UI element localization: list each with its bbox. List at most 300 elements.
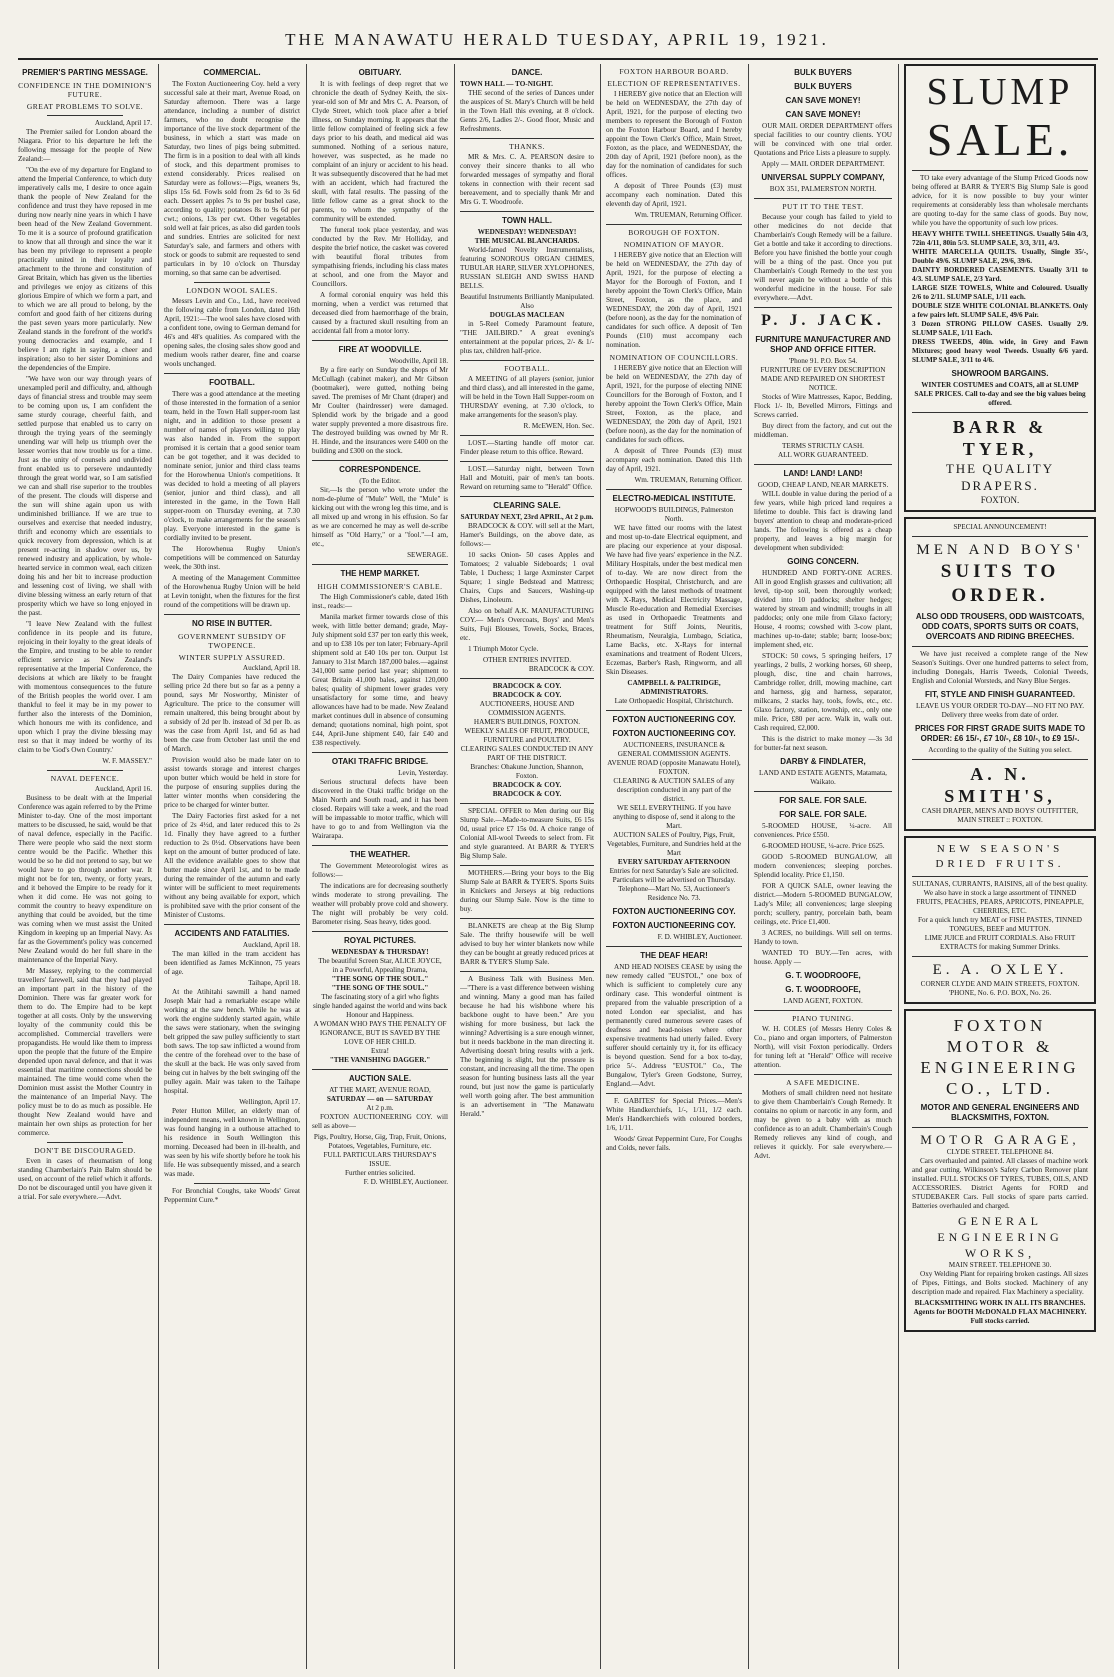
- ad-title: SALE.: [926, 114, 1074, 165]
- paragraph: The Foxton Auctioneering Coy. held a very successful sale at their mart, Avenue Road, on Saturday afternoon. There was a large attendance, including a number of district farmers, who no doubt recognise the importance of the live stock department of the business, in which a start was made on Saturday, two lines of pigs being submitted. The firm is in a position to deal with all kinds of stock, and this department promises to extend considerably. Prices realised on Saturday were as follows:—Pigs, weaners 9s, slips 15s 6d. Fowls sold from 2s 6d to 3s 6d each. Dessert apples 7s to 9s per bushel case, according to quality; potatoes 8s to 9s 6d per cwt.; onions, 13s per cwt. Other vegetables sold well at fair prices, as also did garden tools and sundries. Entries are solicited for next Saturday's sale, and farmers and others with stock or goods to submit are requested to send particulars in by 10 o'clock on Thursday morning, so that same can be advertised.: [164, 80, 300, 277]
- divider: [164, 924, 300, 925]
- column-2: [164, 64, 300, 1664]
- paragraph: GOOD 5-ROOMED BUNGALOW, all modern conveniences; sleeping porches. Splendid locality. Price £1,150.: [754, 853, 892, 879]
- paragraph: The indications are for decreasing southerly winds moderate to strong prevailing. The weather will probably prove cold and showery. The night will probably be very cold. Barometer rising. Seas heavy, tides good.: [312, 882, 448, 926]
- ad-line: THE MUSICAL BLANCHARDS.: [474, 237, 580, 245]
- ad-line: FOR SALE. FOR SALE.: [779, 810, 867, 819]
- ad-line: The fascinating story of a girl who fights single handed against the world and wins back Honour and Happiness.: [313, 993, 447, 1019]
- headline: TOWN HALL.: [501, 216, 553, 225]
- divider: [460, 803, 594, 804]
- ad-line: BRADCOCK & COY.: [492, 682, 562, 690]
- paragraph: The man killed in the tram accident has been identified as James McKinnon, 75 years of age.: [164, 950, 300, 976]
- headline: FOXTON HARBOUR BOARD.: [619, 67, 729, 76]
- column-divider: [898, 64, 899, 1669]
- divider: [606, 489, 742, 490]
- ad-line: PRICES FOR FIRST GRADE SUITS MADE TO ORDER: £6 15/-, £7 10/-, £8 10/-, to £9 15/-.: [914, 724, 1086, 743]
- ad-line: HAMER'S BUILDINGS, FOXTON.: [473, 718, 581, 726]
- ad-line: SATURDAY — on — SATURDAY: [326, 1095, 434, 1103]
- divider: [312, 752, 448, 753]
- ad-line: WEDNESDAY & THURSDAY!: [331, 948, 429, 956]
- ad-line: Telephone—Mart No. 53, Auctioneer's Residence No. 73.: [618, 885, 730, 902]
- paragraph: The Premier sailed for London aboard the Niagara. Prior to his departure he left the following message for the people of New Zealand:—: [18, 128, 152, 163]
- paragraph: TO take every advantage of the Slump Priced Goods now being offered at BARR & TYER'S Big Slump Sale is good advice, for it is now possible to buy your winter requirements at considerably less than wholesale merchants are quoting to-day for the same class of goods. Buy now, while you have the opportunity of such low prices.: [912, 174, 1088, 227]
- subheading: HOPWOOD'S BUILDINGS, Palmerston North.: [614, 506, 734, 523]
- headline: CORRESPONDENCE.: [339, 465, 421, 474]
- ad-line: BRADCOCK & COY.: [492, 691, 562, 699]
- headline: PIANO TUNING.: [792, 1014, 854, 1023]
- paragraph: I HEREBY give notice that an Election will be held on WEDNESDAY, the 27th day of April, 1921, for the purpose of electing NINE Councillors for the Borough of Foxton, and I hereby appoint the Town Clerk's Office, Main Street, Foxton, as the place, and WEDNESDAY, the 20th day of April, 1921 (before noon), as the day for the nomination of candidates for such offices.: [606, 364, 742, 444]
- ad-line: CLEARING & AUCTION SALES of any description conducted in any part of the district.: [613, 777, 735, 803]
- ad-title: P. J. JACK.: [761, 312, 885, 329]
- paragraph: 1 Triumph Motor Cycle.: [468, 645, 539, 653]
- subheading: CONFIDENCE IN THE DOMINION'S FUTURE.: [18, 81, 152, 99]
- divider: [164, 373, 300, 374]
- paragraph: MR & Mrs. C. A. PEARSON desire to convey their sincere thanks to all who forwarded messages of sympathy and floral tokens in connection with their recent sad bereavement, and to specially thank Mr and Mrs G. T. Woodroofe.: [460, 153, 594, 206]
- paragraph: Because your cough has failed to yield to other medicines do not decide that Chamberlain's Cough Remedy will be a failure. Get a bottle and take it according to directions. Before you have finished the bottle your cough will be a thing of the past. Once you put Chamberlain's Cough Remedy to the test you will never again be without a bottle of this wonderful medicine in the house. For sale everywhere.—Advt.: [754, 213, 892, 302]
- subheading: (To the Editor.: [359, 477, 401, 485]
- divider: [754, 307, 892, 308]
- ad-line: G. T. WOODROOFE,: [785, 971, 861, 980]
- ad-title: A. N. SMITH'S,: [944, 764, 1056, 806]
- paragraph: A deposit of Three Pounds (£3) must accompany each nomination. Dated this eleventh day of April, 1921.: [606, 182, 742, 208]
- divider: [754, 791, 892, 792]
- column-divider: [158, 64, 159, 1669]
- headline: NAVAL DEFENCE.: [50, 774, 120, 783]
- paragraph: Woods' Great Peppermint Cure, For Coughs and Colds, never fails.: [606, 1135, 742, 1152]
- column-divider: [748, 64, 749, 1669]
- headline: FOXTON AUCTIONEERING COY.: [612, 715, 736, 724]
- ad-line: A WOMAN WHO PAYS THE PENALTY OF IGNORANCE, BUT IS SAVED BY THE LOVE OF HER CHILD.: [313, 1020, 447, 1046]
- paragraph: AND HEAD NOISES CEASE by using the new remedy called "EUSTOL," one box of which is sufficient to completely cure any ordinary case. This wonderful ointment is prepared from the valuable prescription of a noted London ear specialist, and has permanently cured numerous severe cases of deafness and head-noises where other expensive treatments had utterly failed. Every sufferer should certainly try it, for its efficacy is beyond question. Send for a box to-day, price 5/-. Address "EUSTOL" Co., The Bungalow, Tyler's Green Godstone, Surrey, England.—Advt.: [606, 963, 742, 1088]
- dried-fruits-ad: [904, 836, 1096, 1004]
- ad-line: For a quick lunch try MEAT or FISH PASTES, TINNED TONGUES, BEEF and MUTTON.: [918, 916, 1082, 933]
- column-divider: [454, 64, 455, 1669]
- headline: DON'T BE DISCOURAGED.: [34, 1146, 136, 1155]
- divider: [606, 946, 742, 947]
- paragraph: Mothers of small children need not hesitate to give them Chamberlain's Cough Remedy. It contains no opium or narcotic in any form, and may be given to a baby with as much confidence as to an adult. Chamberlain's Cough Remedy relieves any kind of cough, and relieves it quickly. For sale everywhere.—Advt.: [754, 1089, 892, 1160]
- divider: [912, 876, 1088, 877]
- divider: [912, 536, 1088, 537]
- ad-line: SHOWROOM BARGAINS.: [951, 369, 1049, 378]
- paragraph: For Bronchial Coughs, take Woods' Great Peppermint Cure.*: [164, 1187, 300, 1204]
- divider: [460, 138, 594, 139]
- divider: [912, 170, 1088, 171]
- divider: [912, 759, 1088, 760]
- ad-line: 'Phone 91. P.O. Box 54.: [788, 357, 858, 365]
- headline: FOOTBALL.: [504, 364, 550, 373]
- ad-line: FULL PARTICULARS THURSDAY'S ISSUE.: [323, 1151, 437, 1168]
- ad-line: CLYDE STREET. TELEPHONE 84.: [946, 1148, 1054, 1156]
- ad-line: GOING CONCERN.: [787, 557, 859, 566]
- paragraph: WE have fitted our rooms with the latest and most up-to-date Electrical equipment, and are placing our experience at your disposal. We have had five years' experience in the N.Z. Military Hospitals, under the best medical men of to-day. We are now direct from the Orthopaedic Hospital, Christchurch, and are equipped with the latest methods of treatment with X-Rays, Medical Electricity Massage, Muscle Re-education and Remedial Exercises as used in Orthopaedic Treatments and treatment for Stiff Joints, Neuritis, Rheumatism, Neuralgia, Lumbago, Sciatica, Lame Backs, etc. X-Rays for internal examinations and treatment of Rodent Ulcers, Eczemas, Barber's Rash, Ringworm, and all Skin Diseases.: [606, 524, 742, 676]
- column-6: [754, 64, 892, 1664]
- dateline: Wellington, April 17.: [239, 1098, 300, 1106]
- paragraph: WANTED TO BUY.—Ten acres, with house. Apply —: [754, 949, 892, 966]
- ad-line: "THE VANISHING DAGGER.": [329, 1056, 431, 1064]
- ad-line: Branches: Ohakune Junction, Shannon, Foxton.: [470, 763, 584, 780]
- ad-line: DOUGLAS MACLEAN: [489, 311, 565, 319]
- headline: DANCE.: [511, 68, 543, 77]
- ad-line: 'PHONE, No. 6. P.O. BOX, No. 26.: [948, 989, 1052, 997]
- paragraph: A Business Talk with Business Men.—"There is a vast difference between wishing and winning. Many a good man has failed because he had his wishbone where his backbone ought to have been." Are you wishing for more business, but lack the winning? Advertising is a sure enough winner, but it needs backbone in the man directing it. Advertising doesn't bring results with a jerk. The beginning is slight, but the pressure is constant, and increasing all the time. The open season for hunting business lasts all the year round, but just now the game is particularly well worth going after. The best ammunition is an advertisement in "The Manawatu Herald.": [460, 975, 594, 1118]
- divider: [47, 115, 122, 116]
- divider: [47, 1142, 122, 1143]
- divider: [164, 614, 300, 615]
- ad-title: THE QUALITY DRAPERS.: [945, 461, 1055, 493]
- ad-title: GENERAL ENGINEERING WORKS,: [937, 1214, 1063, 1260]
- paragraph: The High Commissioner's cable, dated 16th inst., reads:—: [312, 593, 448, 610]
- headline: THE DEAF HEAR!: [640, 951, 708, 960]
- ad-line: BLACKSMITHING WORK IN ALL ITS BRANCHES. Agents for BOOTH McDONALD FLAX MACHINERY. Full stocks carried.: [913, 1299, 1087, 1325]
- paragraph: This is the district to make money —3s 3d for butter-fat next season.: [754, 735, 892, 752]
- divider: [47, 770, 122, 771]
- paragraph: in 5-Reel Comedy Paramount feature, "THE JAILBIRD." A great evening's entertainment at the popular prices, 2/- & 1/- plus tax, children half-price.: [460, 320, 594, 355]
- ad-line: F. D. WHIBLEY, Auctioneer.: [363, 1178, 448, 1186]
- ad-line: FOXTON AUCTIONEERING COY. will sell as above—: [312, 1113, 448, 1130]
- dateline: Levin, Yesterday.: [398, 769, 448, 777]
- headline: FIRE AT WOODVILLE.: [338, 345, 422, 354]
- headline: FOXTON AUCTIONEERING COY.: [612, 907, 736, 916]
- headline: NO RISE IN BUTTER.: [191, 619, 272, 628]
- column-3: [312, 64, 448, 1664]
- headline: FOOTBALL.: [209, 378, 255, 387]
- ad-line: SPECIAL ANNOUNCEMENT!: [953, 523, 1047, 531]
- ad-line: MAIN STREET. TELEPHONE 30.: [948, 1261, 1052, 1269]
- divider: [460, 461, 594, 462]
- paragraph: LOST.—Saturday night, between Town Hall and Motuiti, pair of men's tan boots. Reward on returning same to "Herald" Office.: [460, 465, 594, 491]
- ad-line: LAND AND ESTATE AGENTS, Matamata, Waikato.: [759, 769, 887, 786]
- paragraph: There was a good attendance at the meeting of those interested in the formation of a senior team, held in the Town Hall supper-room last night, and in addition to those present a number of names of players willing to play was also handed in. From the support promised it is certain that a good senior team can be got together, and it was decided to nominate senior, junior and third class teams for the Horowhenua Union's competitions. It was decided to hold a meeting of all players (senior, junior and third class), and all interested in the game, in the Town Hall supper-room on Thursday evening, at 7.30 o'clock, to make arrangements for the season's play. Everyone interested in the game is cordially invited to be present.: [164, 390, 300, 542]
- ad-line: OTHER ENTRIES INVITED.: [482, 656, 572, 664]
- ad-line: CLEARING SALES CONDUCTED IN ANY PART OF THE DISTRICT.: [460, 745, 594, 762]
- paragraph: OUR MAIL ORDER DEPARTMENT offers special facilities to our country clients. YOU will be convinced with one trial order. Quotations and Price Lists a pleasure to supply.: [754, 122, 892, 157]
- paragraph: World-famed Novelty Instrumentalists, featuring SONOROUS ORGAN CHIMES, TUBULAR HARP, SILVER XYLOPHONES, RUSSIAN SLEIGH AND SWISS HAND BELLS.: [460, 246, 594, 290]
- ad-title: MEN AND BOYS': [916, 542, 1084, 558]
- ad-title: MOTOR GARAGE,: [920, 1132, 1080, 1147]
- ad-line: ALSO ODD TROUSERS, ODD WAISTCOATS, ODD COATS, SPORTS SUITS OR COATS, OVERCOATS AND RIDING BREECHES.: [915, 612, 1085, 641]
- headline: ROYAL PICTURES.: [343, 936, 416, 945]
- divider: [754, 198, 892, 199]
- divider: [754, 464, 892, 465]
- divider: [460, 211, 594, 212]
- ad-line: CORNER CLYDE AND MAIN STREETS, FOXTON.: [920, 980, 1080, 988]
- ad-line: DRESS TWEEDS, 40in. wide, in Grey and Fawn Mixtures; good heavy wool Tweeds. Usually 6/6 yard. SLUMP SALE, 3/11 to 4/6.: [912, 338, 1088, 364]
- divider: [754, 1010, 892, 1011]
- paragraph: Sir,—Is the person who wrote under the nom-de-plume of "Mule" Well, the "Mule" is kicking out with the wrong leg this time, and is all mixed up and wrong in his effusion. So far as we are concerned he may as well de-scribe himself as "Old Harry," or a "fool."—I am, etc.,: [312, 486, 448, 548]
- headline: LONDON WOOL SALES.: [186, 286, 278, 295]
- signature: R. McEWEN, Hon. Sec.: [523, 422, 594, 430]
- ad-line: HEAVY WHITE TWILL SHEETINGS. Usually 54in 4/3, 72in 4/11, 80in 5/3. SLUMP SALE, 3/3, 3/11, 4/3.: [912, 230, 1088, 247]
- ad-line: BRADCOCK & COY.: [528, 665, 594, 673]
- ad-line: Extra!: [371, 1047, 389, 1055]
- ad-line: FOXTON.: [980, 495, 1020, 505]
- paragraph: Provision would also be made later on to assist towards storage and interest charges upon butter which would be held in store for the purpose of ensuring supplies during the latter winter months when considering the price to be charged for winter butter.: [164, 756, 300, 809]
- ad-line: CASH DRAPER, MEN'S AND BOYS' OUTFITTER,: [921, 807, 1079, 815]
- ad-line: LAND AGENT, FOXTON.: [783, 997, 863, 1005]
- ad-line: UNIVERSAL SUPPLY COMPANY,: [761, 173, 885, 182]
- paragraph: BLANKETS are cheap at the Big Slump Sale. The thrifty housewife will be well advised to buy her winter blankets now while they can be bought at greatly reduced prices at BARR & TYER'S Slump Sale.: [460, 922, 594, 966]
- ad-line: MOTOR AND GENERAL ENGINEERS AND BLACKSMITHS, FOXTON.: [920, 1103, 1080, 1122]
- divider: [460, 918, 594, 919]
- divider: [312, 845, 448, 846]
- headline: THE HEMP MARKET.: [340, 569, 420, 578]
- column-divider: [306, 64, 307, 1669]
- paragraph: Buy direct from the factory, and cut out the middleman.: [754, 422, 892, 439]
- divider: [460, 496, 594, 497]
- paragraph: I HEREBY give notice that an Election will be held on WEDNESDAY, the 27th day of April, 1921, for the purpose of electing two members to represent the Borough of Foxton on the Foxton Harbour Board, and I hereby appoint the Town Clerk's Office, Main Street, Foxton, as the place, and WEDNESDAY, the 20th day of April, 1921 (before noon), as the day for the nomination of candidates for such offices.: [606, 90, 742, 179]
- subheading: WINTER SUPPLY ASSURED.: [178, 653, 286, 662]
- paragraph: Cars overhauled and painted. All classes of machine work and gear cutting. Wilkinson's Safety Carbon Remover plant installed. FULL STOCKS OF TYRES, TUBES, OILS, AND ACCESSORIES. District Agents for FORD and STUDEBAKER Cars. Full stocks of spare parts carried. Batteries overhauled and charged.: [912, 1157, 1088, 1210]
- paragraph: 5-ROOMED HOUSE, ¼-acre. All conveniences. Price £550.: [754, 822, 892, 839]
- headline: THE WEATHER.: [349, 850, 411, 859]
- ad-line: BRADCOCK & COY.: [492, 790, 562, 798]
- ad-line: According to the quality of the Suiting you select.: [928, 746, 1072, 754]
- divider: [460, 360, 594, 361]
- divider: [460, 435, 594, 436]
- paragraph: The funeral took place yesterday, and was conducted by the Rev. Mr Holliday, and despite the brief notice, the casket was covered with beautiful floral tributes from sympathising friends, including his class mates at school, and one from the Mayor and Councillors.: [312, 226, 448, 288]
- ad-line: in a Powerful, Appealing Drama,: [332, 966, 428, 974]
- paragraph: "We have won our way through years of unexampled peril and difficulty, and, although days of financial stress and trouble may seem to be coming upon us, I am confident the same sturdy courage, cheerful faith, and settled purpose that enabled us to carry on through the trying years of the seemingly unending war will help us triumph over the lesser worries that now trouble us for a time. Just as the unity of counsels and undivided front enabled us to persevere undauntedly through the great world war, so I am satisfied we can and shall rise superior to the troubles of the present. The clouds will disperse and the sun will shine again upon us with undiminished brilliance. If we are true to ourselves and exercise that needed industry, thrift and economy which are essentials to quick recovery from depression, which is at present re-acting in shadow over us, by renewed industry and application, by whole-hearted service in common weal, each citizen doing his and her bit to increase production and lessening cost of living, we shall with divine blessing witness an early return of that prosperity which we have so long enjoyed in the past.: [18, 375, 152, 617]
- paragraph: "On the eve of my departure for England to attend the Imperial Conference, to which duty imperatively calls me, I desire to once again thank the people of New Zealand for the confidence and trust they have reposed in me during now nearly nine years in which I have been head of the New Zealand Government. To me it is a source of profound gratification to know that all through and since the war it has been my privilege to represent a people practically united in their loyalty and attachment to the throne and constitution of Great Britain, which has given us the liberties and privileges we enjoy as citizens of this glorious Empire of which we form a part, and to which we are all proud to belong, by the comfort and good faith of her citizens during the past seven years more particularly. New Zealand stands in the forefront of the world's young democracies and example, and I believe I am right in saying, a cheer and inspiration; also to her sister Dominions and the dependencies of the Empire.: [18, 166, 152, 372]
- signature: SEWERAGE.: [407, 551, 448, 559]
- paragraph: F. GABITES' for Special Prices.—Men's White Handkerchiefs, 1/-, 1/11, 1/2 each. Men's Handkerchiefs with coloured borders, 1/6, 1/11.: [606, 1097, 742, 1132]
- paragraph: Also on behalf A.K. MANUFACTURING COY.— Men's Overcoats, Boys' and Men's Suits, Fuji Blouses, Towels, Socks, Braces, etc.: [460, 607, 594, 642]
- paragraph: Messrs Levin and Co., Ltd., have received the following cable from London, dated 16th April, 1921:—The wool sales have closed with a confident tone, owing to German demand for 46's and 48's qualities. As compared with the opening sales, the closing sales show good and medium wools rather dearer, fine and coarse wools unchanged.: [164, 297, 300, 368]
- ad-line: We also have in stock a large assortment of TINNED FRUITS, PEACHES, PEARS, APRICOTS, PINEAPPLE, CHERRIES, ETC.: [916, 889, 1084, 915]
- divider: [606, 710, 742, 711]
- column-5: [606, 64, 742, 1664]
- ad-line: "THE SONG OF THE SOUL.": [331, 984, 429, 992]
- ad-title: E. A. OXLEY.: [932, 962, 1068, 978]
- divider: [312, 564, 448, 565]
- divider: [912, 646, 1088, 647]
- ad-line: AUCTION SALES of Poultry, Pigs, Fruit, Vegetables, Furniture, and Sundries held at the Mart: [606, 831, 742, 857]
- divider: [460, 678, 594, 679]
- column-4: [460, 64, 594, 1664]
- ad-line: BULK BUYERS: [794, 82, 852, 91]
- paragraph: WILL double in value during the period of a few years, while high priced land requires a lifetime to double. This fact is drawing land buyers' attention to cheap and moderate-priced lands. The following is offered as a cheap property, and leaves a big margin for development when subdivided:: [754, 490, 892, 552]
- ad-line: AVENUE ROAD (opposite Manawatu Hotel), FOXTON.: [607, 759, 741, 776]
- masthead: THE MANAWATU HERALD TUESDAY, APRIL 19, 1921.: [285, 30, 829, 49]
- headline: OBITUARY.: [358, 68, 402, 77]
- paragraph: MOTHERS.—Bring your boys to the Big Slump Sale at BARR & TYER'S. Sports Suits in Knickers and Jerseys at big reductions during our Slump Sale. Now is the time to buy.: [460, 869, 594, 913]
- headline: BOROUGH OF FOXTON.: [628, 228, 720, 237]
- column-divider: [600, 64, 601, 1669]
- signature: W. F. MASSEY.": [102, 757, 152, 765]
- paragraph: I HEREBY give notice that an Election will be held on WEDNESDAY, the 27th day of April, 1921, for the purpose of electing a Mayor for the Borough of Foxton, and I hereby appoint the Town Clerk's Office, Main Street, Foxton, as the place, and WEDNESDAY, the 20th day of April, 1921 (before noon), as the day for the nomination of candidates for such office. A deposit of Ten Pounds (£10) must accompany each nomination.: [606, 251, 742, 349]
- ad-line: FIT, STYLE AND FINISH GUARANTEED.: [925, 690, 1075, 699]
- divider: [460, 865, 594, 866]
- ad-title: FOXTON MOTOR &: [946, 1016, 1054, 1056]
- ad-line: TERMS STRICTLY CASH.: [782, 442, 864, 450]
- signature: Wm. TRUEMAN, Returning Officer.: [634, 211, 742, 219]
- ad-line: WEDNESDAY! WEDNESDAY!: [477, 228, 577, 236]
- ad-line: At 2 p.m.: [366, 1104, 394, 1112]
- paragraph: The Horowhenua Rugby Union's competitions will be commenced on Saturday week, the 30th inst.: [164, 545, 300, 571]
- divider: [606, 224, 742, 225]
- ad-line: LEAVE US YOUR ORDER TO-DAY—NO FIT NO PAY. Delivery three weeks from date of order.: [916, 702, 1084, 719]
- paragraph: We have just received a complete range of the New Season's Suitings. Over one hundred patterns to select from, including Donegals, Harris Tweeds, Colonial Tweeds, English and Colonial Worsteds, and Navy Blue Serges.: [912, 650, 1088, 685]
- ad-line: LIME JUICE and FRUIT CORDIALS. Also FRUIT EXTRACTS for making Summer Drinks.: [924, 934, 1076, 951]
- paragraph: HUNDRED AND FORTY-ONE ACRES. All in good English grasses and cultivation; all level, tip-top soil, been thoroughly worked; divided into 10 paddocks; shelter hedges; watered by stream and windmill; troughs in all paddocks; only one mile from Glaxo factory; House, 4 rooms; cowshed with 3-cow plant, machines up-to-date; stable; barn; loose-box; implement shed, etc.: [754, 569, 892, 649]
- ad-line: WHITE MARCELLA QUILTS. Usually, Single 35/-, Double 49/6. SLUMP SALE, 29/6, 39/6.: [912, 248, 1088, 265]
- top-rule: [18, 58, 1098, 60]
- divider: [194, 1183, 270, 1184]
- paragraph: Peter Hutton Miller, an elderly man of independent means, well known in Wellington, was found hanging in a outhouse attached to his residence in South Wellington this morning. Deceased had been in ill-health, and was seen by his wife shortly before he took his life. He was subsequently missed, and a search was made.: [164, 1107, 300, 1178]
- ad-line: Apply — MAIL ORDER DEPARTMENT.: [761, 160, 885, 168]
- divider: [754, 1074, 892, 1075]
- ad-line: F. D. WHIBLEY, Auctioneer.: [657, 933, 742, 941]
- paragraph: LOST.—Starting handle off motor car. Finder please return to this office. Reward.: [460, 439, 594, 456]
- paragraph: Manila market firmer towards close of this week, with little better demand; grade, May-July shipment sold £37 per ton early this week, and up to £38 10s per ton later; February-April shipment sold at £40 10s per ton. Output 1st January to 31st March 187,000 bales.—against 341,000 same period last year; shipment to Great Britain 41,000 bales, against 120,000 bales; quality of shipment lower grades very unsatisfactory for some time, and heavy allowances have had to be made. New Zealand market continues dull in absence of consuming demand; quotations nominal, high point, spot £44, April-June shipment £40, fair £40 and £38 respectively.: [312, 613, 448, 747]
- dateline: Taihape, April 18.: [248, 979, 300, 987]
- ad-line: Late Orthopaedic Hospital, Christchurch.: [614, 697, 734, 705]
- ad-line: TOWN HALL — TO-NIGHT.: [460, 80, 553, 88]
- men-boys-suits-ad: [904, 517, 1096, 831]
- paragraph: Serious structural defects have been discovered in the Otaki traffic bridge on the Main North and South road, and it has been closed. Repairs will take a week, and the road will be impassable to motor traffic, which will have to go to and from Wellington via the Wairarapa.: [312, 778, 448, 840]
- ad-line: LARGE SIZE TOWELS, White and Coloured. Usually 2/6 to 2/11. SLUMP SALE, 1/11 each.: [912, 284, 1088, 301]
- divider: [912, 1127, 1088, 1128]
- paragraph: 3 ACRES, no buildings. Will sell on terms. Handy to town.: [754, 929, 892, 946]
- column-1: [18, 64, 152, 1664]
- ad-title: CO., LTD.: [945, 1079, 1055, 1098]
- ad-line: CAN SAVE MONEY!: [785, 96, 861, 105]
- ad-line: ALL WORK GUARANTEED.: [777, 451, 869, 459]
- subheading: GOVERNMENT SUBSIDY OF TWOPENCE.: [177, 632, 286, 650]
- dateline: Auckland, April 16.: [94, 785, 152, 793]
- dateline: Auckland, April 18.: [242, 664, 300, 672]
- paragraph: FOR A QUICK SALE, owner leaving the district.—Modern 5-ROOMED BUNGALOW, Lady's Mile; all conveniences; large sleeping porch; scullery, pantry, porcelain bath, beam ceilings, etc. Price £1,400.: [754, 882, 892, 926]
- paragraph: At the Atihitahi sawmill a hand named Joseph Mair had a remarkable escape while working at the saw bench. While he was at work the engine suddenly started again, while the saws were stationary, when the swinging belt gripped the saw pulley sufficiently to start both saws. The top saw inflicted a wound from the centre of the forehead over to the base of the skull at the back. He was only saved from being cut in halves by the belt swinging off the pulley again. Mair was taken to the Taihape hospital.: [164, 988, 300, 1095]
- dateline: Woodville, April 18.: [389, 357, 448, 365]
- ad-line: AUCTIONEERS, HOUSE AND COMMISSION AGENTS.: [479, 700, 575, 717]
- paragraph: BRADCOCK & COY. will sell at the Mart, Hamer's Buildings, on the above date, as follows:—: [460, 522, 594, 548]
- headline: A SAFE MEDICINE.: [786, 1078, 860, 1087]
- ad-line: WE SELL EVERYTHING. If you have anything to dispose of, send it along to the Mart.: [613, 804, 735, 830]
- ad-line: DARBY & FINDLATER,: [780, 757, 866, 766]
- ad-line: GOOD, CHEAP LAND, NEAR MARKETS.: [757, 481, 889, 489]
- paragraph: Oxy Welding Plant for repairing broken castings. All sizes of Pipes, Fittings, and Bolts stocked. Machinery of any description made and repaired. Flax Machinery a speciality.: [912, 1270, 1088, 1296]
- divider: [912, 412, 1088, 413]
- headline: ELECTRO-MEDICAL INSTITUTE.: [612, 494, 736, 503]
- paragraph: A MEETING of all players (senior, junior and third class), and all interested in the game, will be held in the Town Hall Supper-room on THURSDAY evening, at 7.30 o'clock, to make arrangements for the season's play.: [460, 375, 594, 419]
- subheading: ELECTION OF REPRESENTATIVES.: [607, 79, 741, 88]
- ad-line: BOX 351, PALMERSTON NORTH.: [769, 185, 877, 193]
- paragraph: Business to be dealt with at the Imperial Conference was again referred to by the Prime Minister to-day. One of the most important matters to be discussed, he said, would be that of naval defence, especially in the Pacific. There were people who said the next storm centre would be the Pacific. Whether this would be so he did not pretend to say, but we would have to go through another war. It might not be for ten, twenty, or forty years, and it behoved the Empire to be ready for it when it did come. He was not going to commit the country to heavy expenditure on anything that could be avoided, but the time was coming when we must assist the United Kingdom in keeping up an Imperial Navy. As far as the Government's policy was concerned New Zealand would do her full share in the maintenance of the Imperial Navy.: [18, 794, 152, 964]
- paragraph: THE second of the series of Dances under the auspices of St. Mary's Church will be held in the Town Hall this evening, at 8 o'clock. Gents 2/6, Ladies 2/-. Good floor, Music and Refreshments.: [460, 89, 594, 133]
- ad-title: NEW SEASON'S DRIED FRUITS.: [935, 843, 1065, 870]
- headline: FOXTON AUCTIONEERING COY.: [612, 729, 736, 738]
- divider: [606, 1093, 742, 1094]
- ad-line: FURNITURE MANUFACTURER AND SHOP AND OFFICE FITTER.: [755, 335, 891, 354]
- paragraph: By a fire early on Sunday the shops of Mr McCullagh (cabinet maker), and Mr Gibson (bootmaker), were gutted, nothing being saved. The premises of Mr Chant (draper) and Mr Coulter (hairdresser) were damaged. Splendid work by the brigade and a good water supply prevented a more disastrous fire. The destroyed building was owned by Mr R. H. Hinde, and the insurances were £400 on the building and £300 on the stock.: [312, 366, 448, 455]
- headline: ACCIDENTS AND FATALITIES.: [174, 929, 290, 938]
- headline: CLEARING SALE.: [493, 501, 561, 510]
- headline: THANKS.: [509, 142, 545, 151]
- subheading: HIGH COMMISSIONER'S CABLE.: [317, 582, 443, 591]
- ad-line: FURNITURE OF EVERY DESCRIPTION MADE AND REPAIRED ON SHORTEST NOTICE.: [760, 366, 886, 392]
- ad-line: The beautiful Screen Star, ALICE JOYCE,: [318, 957, 442, 965]
- ad-line: AT THE MART, AVENUE ROAD,: [329, 1086, 431, 1094]
- headline: PREMIER'S PARTING MESSAGE.: [22, 68, 148, 77]
- divider: [460, 971, 594, 972]
- ad-line: DAINTY BORDERED CASEMENTS. Usually 3/11 to 4/3. SLUMP SALE, 2/3 Yard.: [912, 266, 1088, 283]
- divider: [312, 460, 448, 461]
- ad-title: BARR & TYER,: [952, 417, 1048, 459]
- headline: OTAKI TRAFFIC BRIDGE.: [331, 757, 429, 766]
- ad-line: WEEKLY SALES OF FRUIT, PRODUCE, FURNITURE and POULTRY.: [464, 727, 590, 744]
- ad-line: "THE SONG OF THE SOUL.": [331, 975, 429, 983]
- paragraph: A meeting of the Management Committee of the Horowhenua Rugby Union will be held at Levin tonight, when the fixtures for the first round of the competitions will be drawn up.: [164, 574, 300, 609]
- ad-line: MAIN STREET :: FOXTON.: [957, 816, 1043, 824]
- headline: COMMERCIAL.: [203, 68, 261, 77]
- paragraph: Mr Massey, replying to the commercial travellers' farewell, said that they had played an important part in the history of the Dominion. There was far greater work for them to do. The Empire had to be kept together at all costs. Only by the unswerving loyalty of the community could this be accomplished. Commercial travellers were propagandists. He would like them to impress upon the people that the future of the Empire depended upon naval defence, and that it was essential that maritime connections should be maintained. The time would come when the Dominion must assist the Mother Country in the maintenance of an Imperial Navy. The policy must be to do as much as possible. He thought New Zealand would have and maintain her own ships as protection for her commerce.: [18, 967, 152, 1137]
- dateline: Auckland, April 18.: [242, 941, 300, 949]
- ad-line: EVERY SATURDAY AFTERNOON: [617, 858, 731, 866]
- ad-title: SUITS TO ORDER.: [940, 561, 1060, 606]
- column-7: [904, 64, 1096, 1664]
- ad-line: AUCTIONEERS, INSURANCE & GENERAL COMMISSION AGENTS.: [617, 741, 731, 758]
- divider: [312, 1069, 448, 1070]
- headline: AUCTION SALE.: [348, 1074, 412, 1083]
- ad-line: DOUBLE SIZE WHITE COLONIAL BLANKETS. Only a few pairs left. SLUMP SALE, 49/6 Pair.: [912, 302, 1088, 319]
- paragraph: The Government Meteorologist wires as follows:—: [312, 862, 448, 879]
- ad-line: SULTANAS, CURRANTS, RAISINS, all of the best quality.: [912, 880, 1088, 888]
- paragraph: 10 sacks Onion- 50 cases Apples and Tomatoes; 2 valuable Sideboards; 1 oval Table, 1 Duchess; 1 large Axminster Carpet Square; 1 single Bedstead and Mattress; Chairs, Cups and Saucers, Washing-up Dishes, Linoleum.: [460, 551, 594, 604]
- paragraph: The Dairy Factories first asked for a net price of 2s 4½d, and later reduced this to 2s 1d. Finally they have agreed to a further reduction to 2s 0½d. Observations have been kept on the amount of butter produced of late. All the evidence available goes to show that butter made since April 1st, and to be made during the remainder of the autumn and early winter will be sufficient to meet requirements without any being available for export, which is prohibited save with the prior consent of the Minister of Customs.: [164, 812, 300, 919]
- paragraph: "I leave New Zealand with the fullest confidence in its people and its future, rejoicing in their loyalty to the great ideals of the Empire, and trusting to be able to render efficient service as New Zealand's representative at the Imperial Conference, the decisions at which are likely to be fraught with momentous consequences to the future of the British peoples the world over. I am thankful to feel it may be in my power to further also the interests of the Dominion, which honours me with its confidence, and upon which I pray the divine blessing may rest so that it may indeed be worthy of its claim to be 'God's Own Country.': [18, 620, 152, 754]
- subheading: NOMINATION OF MAYOR.: [623, 240, 725, 249]
- paragraph: Even in cases of rheumatism of long standing Chamberlain's Pain Balm should be used, on account of the relief which it affords. Do not be discouraged until you have given it a trial. For sale everywhere.—Advt.: [18, 1157, 152, 1201]
- paragraph: STOCK: 50 cows, 5 springing heifers, 17 yearlings, 2 bulls, 2 working horses, 60 sheep, plough, disc, tine and chain harrows, Cambridge roller, drill, mowing machine, cart and harness, gig and harness, separator, milkcans, 2 stacks hay, tools, fowls, etc., etc. Glaxo factory, station, township, etc., only one mile. Price, £80 per acre. Walk in, walk out. Cash required, £2,000.: [754, 652, 892, 732]
- paragraph: It is with feelings of deep regret that we chronicle the death of Sydney Keith, the six-year-old son of Mr and Mrs C. A. Pearson, of Clyde Street, which took place after a brief illness, on Sunday morning. It appears that the little fellow complained of feeling sick a few days prior to his death, and medical aid was summoned. Nothing of a serious nature, however, was suspected, as he made no complaint of an injury or accident to his head. It was subsequently discovered that he had met with an accident, which had fractured the skull, with fatal results. The passing of the little fellow came as a great shock to the parents, to whom the sympathy of the community will be extended.: [312, 80, 448, 223]
- paragraph: A formal coronial enquiry was held this morning, when a verdict was returned that deceased died from haemorrhage of the brain, caused by a fractured skull resulting from an accidental fall from a motor lorry.: [312, 291, 448, 335]
- ad-line: G. T. WOODROOFE,: [785, 985, 861, 994]
- ad-title: ENGINEERING: [920, 1058, 1080, 1077]
- ad-line: Beautiful Instruments Brilliantly Manipulated. Also: [460, 293, 594, 310]
- ad-line: Further entries solicited.: [344, 1169, 416, 1177]
- signature: Wm. TRUEMAN, Returning Officer.: [634, 476, 742, 484]
- paragraph: W. H. COLES (of Messrs Henry Coles & Co., piano and organ importers, of Palmerston North), will visit Foxton periodically. Orders for tuning left at "Herald" Office will receive attention.: [754, 1025, 892, 1069]
- slump-sale-ad: [904, 64, 1096, 512]
- divider: [312, 340, 448, 341]
- ad-line: CAMPBELL & PALTRIDGE, ADMINISTRATORS.: [627, 679, 721, 696]
- paragraph: SPECIAL OFFER to Men during our Big Slump Sale.—Made-to-measure Suits, £6 15s 0d, usual price £7 15s 0d. A choice range of Colonial All-wool Tweeds to select from. Fit and style guaranteed. At BARR & TYER'S Big Slump Sale.: [460, 807, 594, 860]
- divider: [912, 956, 1088, 957]
- subheading: NOMINATION OF COUNCILLORS.: [609, 353, 739, 362]
- ad-line: CAN SAVE MONEY!: [785, 110, 861, 119]
- ad-line: LAND! LAND! LAND!: [783, 469, 863, 478]
- ad-line: FOR SALE. FOR SALE.: [779, 796, 867, 805]
- ad-line: Entries for next Saturday's Sale are solicited. Particulars will be advertised on Thursday.: [609, 867, 739, 884]
- divider: [312, 931, 448, 932]
- paragraph: 6-ROOMED HOUSE, ¼-acre. Price £625.: [762, 842, 885, 850]
- subheading: GREAT PROBLEMS TO SOLVE.: [26, 102, 144, 111]
- headline: FOXTON AUCTIONEERING COY.: [612, 921, 736, 930]
- ad-line: WINTER COSTUMES and COATS, all at SLUMP SALE PRICES. Call to-day and see the big values being offered.: [914, 381, 1086, 407]
- ad-line: BULK BUYERS: [794, 68, 852, 77]
- ad-title: SLUMP: [926, 71, 1074, 113]
- ad-line: SATURDAY NEXT, 23rd APRIL, At 2 p.m.: [460, 513, 594, 521]
- headline: PUT IT TO THE TEST.: [782, 202, 864, 211]
- divider: [194, 282, 270, 283]
- ad-line: BRADCOCK & COY.: [492, 781, 562, 789]
- dateline: Auckland, April 17.: [94, 119, 152, 127]
- ad-line: Pigs, Poultry, Horse, Gig, Trap, Fruit, Onions, Potatoes, Vegetables, Furniture, etc.: [313, 1133, 447, 1150]
- ad-line: 3 Dozen STRONG PILLOW CASES. Usually 2/9. SLUMP SALE, 1/11 Each.: [912, 320, 1088, 337]
- paragraph: A deposit of Three Pounds (£3) must accompany each nomination. Dated this 11th day of April, 1921.: [606, 447, 742, 473]
- paragraph: The Dairy Companies have reduced the selling price 2d there but so far as a penny a pound, says Mr Nosworthy, Minister of Agriculture. The price to the consumer will remain unaltered, this being brought about by a subsidy of 2d per lb. instead of 3d per lb. as was the case from April 1st, and 6d as had been the case from October last until the end of March.: [164, 673, 300, 753]
